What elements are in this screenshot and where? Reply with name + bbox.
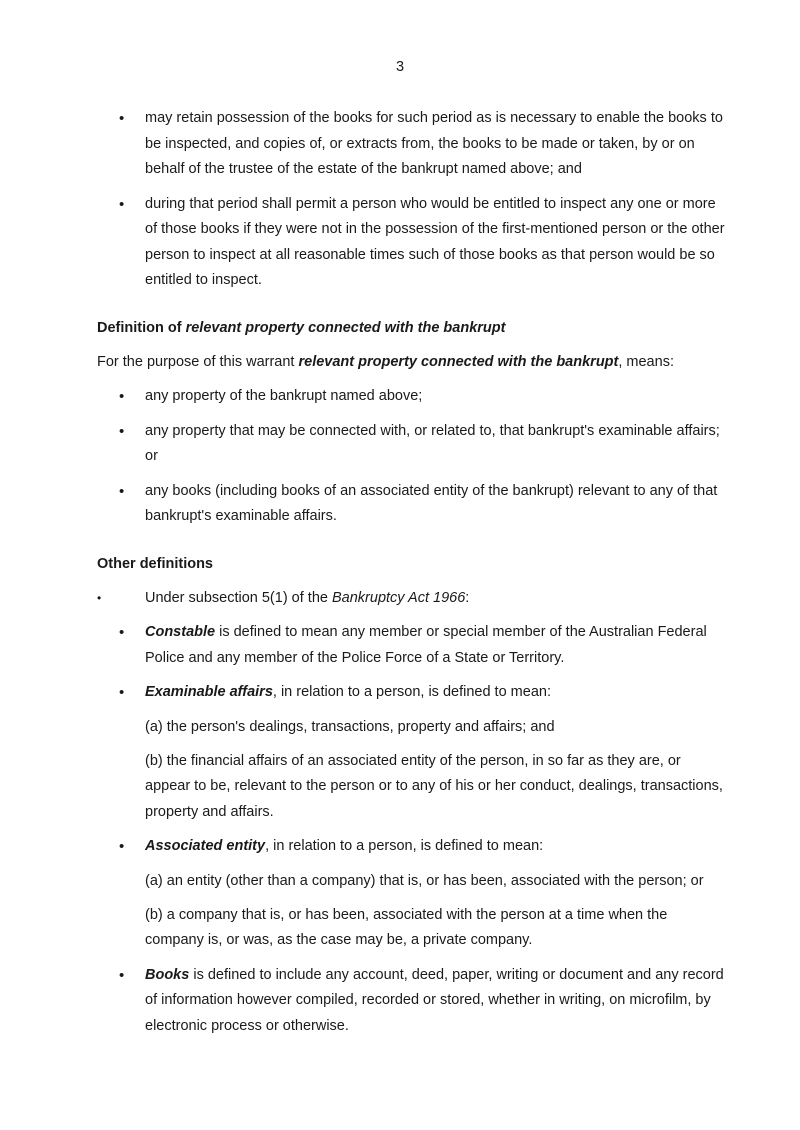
definition-text: is defined to mean any member or special member of the Australian Federal Police and any member of the Police Force of a State or Territory. [145,624,707,666]
page-number: 3 [395,59,405,75]
list-item [97,419,727,470]
definition-subclause: (a) the person's dealings, transactions, property and affairs; and [145,718,555,735]
lead-suffix: , means: [618,353,674,370]
definition-lead [97,350,727,376]
lead-prefix: For the purpose of this warrant [97,353,299,370]
bullet-icon: • [119,684,125,701]
list-item [97,479,727,530]
section-heading-other-definitions: Other definitions [97,555,213,572]
document-body [97,106,727,1039]
list-item-text: any property of the bankrupt named above; [145,388,423,404]
list-item [97,192,727,294]
bullet-icon: • [119,422,125,440]
lead-suffix: : [465,589,470,606]
definition-associated-entity [97,834,727,860]
definition-text: , in relation to a person, is defined to mean: [265,838,544,854]
lead-prefix: Under subsection 5(1) of the [145,589,332,606]
list-item [97,384,727,410]
definition-books [97,963,727,1040]
bullet-icon: • [119,482,125,500]
heading-term: relevant property connected with the bankrupt [185,319,506,336]
lead-term: relevant property connected with the bankrupt [298,353,619,370]
bullet-icon: • [119,195,125,213]
heading-prefix: Definition of [97,319,186,336]
list-item-text: any property that may be connected with, or related to, that bankrupt's examinable affairs; or [145,422,720,464]
definition-term: Associated entity [145,838,266,854]
definition-constable [97,620,727,671]
bullet-icon: • [119,110,125,127]
definition-term: Constable [145,624,216,640]
bullet-icon: • [119,838,125,855]
bullet-icon: • [119,624,125,641]
definition-term: Books [145,966,190,983]
definition-examinable-affairs [97,680,727,706]
definition-text: is defined to include any account, deed, paper, writing or document and any record of information however compiled, recorded or stored, whether in writing, on microfilm, by electronic process or otherwise. [145,966,724,1034]
definition-subclause: (b) a company that is, or has been, associated with the person at a time when the company is, or was, as the case may be, a private company. [145,906,668,948]
bullet-icon: • [97,590,102,605]
bullet-icon: • [119,966,125,984]
bullet-icon: • [119,388,125,405]
list-item [97,586,727,612]
definition-subclause: (b) the financial affairs of an associated entity of the person, in so far as they are, or appear to be, relevant to the person or to any of his or her conduct, dealings, transactions, property and affairs. [145,752,723,820]
list-item [97,106,727,183]
definition-text: , in relation to a person, is defined to mean: [272,684,551,700]
list-item-text: may retain possession of the books for such period as is necessary to enable the books to be inspected, and copies of, or extracts from, the books to be made or taken, by or on behalf of the trustee of the estate of the bankrupt named above; and [145,110,723,177]
definition-term: Examinable affairs [145,684,273,700]
list-item-text: during that period shall permit a person who would be entitled to inspect any one or more of those books if they were not in the possession of the first-mentioned person or the other person to inspect at all reasonable times such of those books as that person would be so entitled to inspect. [145,195,725,288]
list-item-text: any books (including books of an associated entity of the bankrupt) relevant to any of that bankrupt's examinable affairs. [145,482,718,524]
definition-subclause: (a) an entity (other than a company) that is, or has been, associated with the person; or [145,872,704,889]
act-name: Bankruptcy Act 1966 [332,589,466,606]
section-heading-relevant-property [97,316,727,342]
